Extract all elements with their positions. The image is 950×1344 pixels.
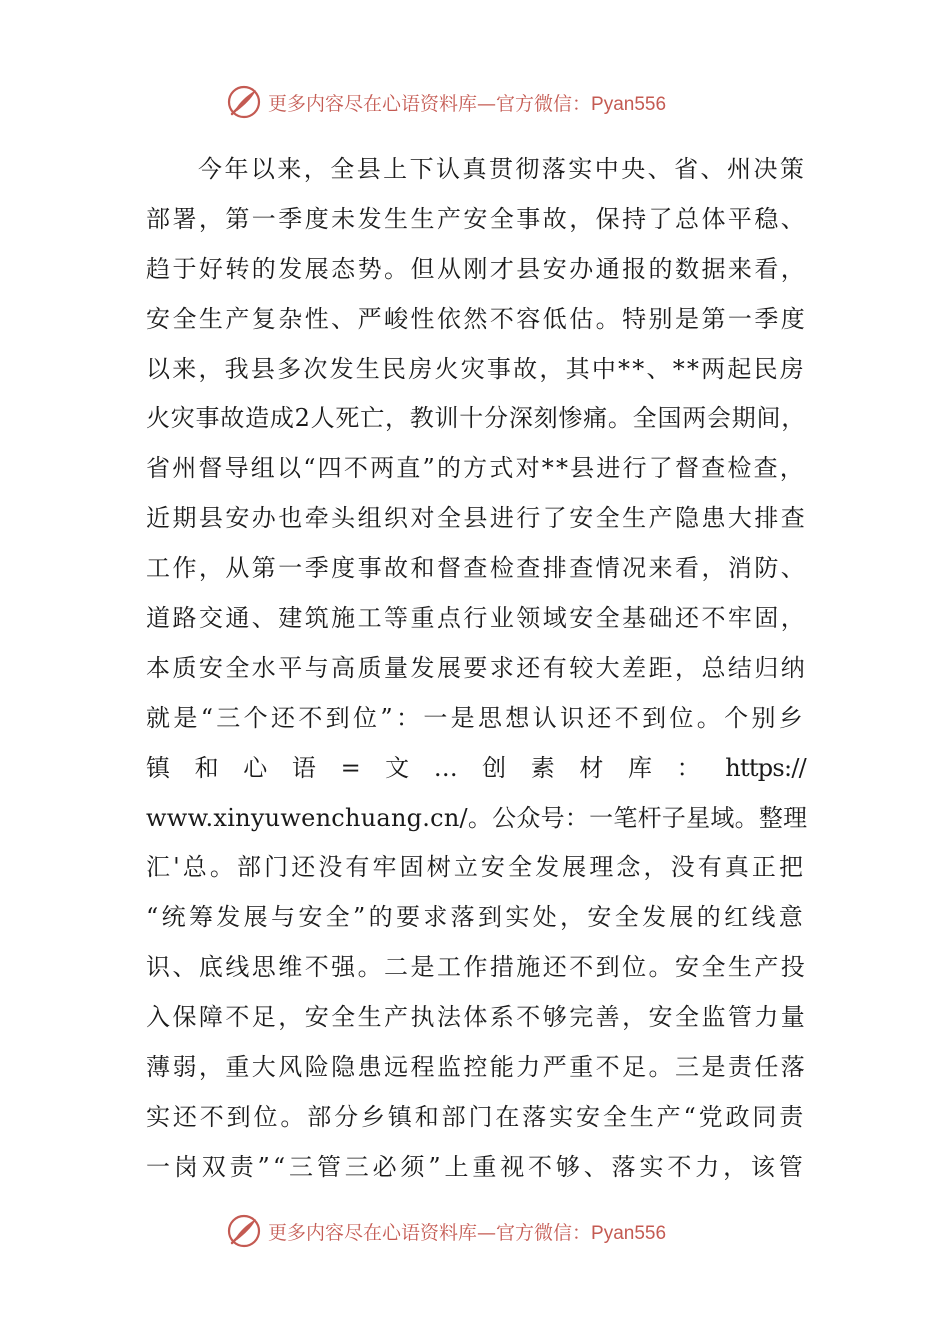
wechat-id: Pyan556 <box>591 93 667 115</box>
footer-banner <box>226 1211 746 1251</box>
text-line: 省州督导组以“四不两直”的方式对**县进行了督查检查， <box>146 454 806 483</box>
text-line: 就是“三个还不到位”：一是思想认识还不到位。个别乡 <box>146 703 806 732</box>
text-line: 道路交通、建筑施工等重点行业领域安全基础还不牢固， <box>146 604 808 633</box>
text-line: “统筹发展与安全”的要求落到实处，安全发展的红线意 <box>146 903 806 932</box>
text-line-url: www.xinyuwenchuang.cn/。公众号：一笔杆子星域。整理 <box>146 803 808 832</box>
text-line: 火灾事故造成2人死亡，教训十分深刻惨痛。全国两会期间， <box>146 404 806 433</box>
text-line: 本质安全水平与高质量发展要求还有较大差距，总结归纳 <box>146 653 808 682</box>
text-line: 今年以来，全县上下认真贯彻落实中央、省、州决策 <box>198 155 807 183</box>
quill-pen-logo-icon <box>226 84 262 120</box>
text-line: 一岗双责”“三管三必须”上重视不够、落实不力，该管 <box>146 1152 806 1181</box>
text-line: 汇'总。部门还没有牢固树立安全发展理念，没有真正把 <box>146 853 806 882</box>
text-line: 工作，从第一季度事故和督查检查排查情况来看，消防、 <box>146 554 808 583</box>
text-line: 实还不到位。部分乡镇和部门在落实安全生产“党政同责 <box>146 1102 806 1131</box>
text-line: 识、底线思维不强。二是工作措施还不到位。安全生产投 <box>146 953 808 982</box>
text-line: 部署，第一季度未发生生产安全事故，保持了总体平稳、 <box>146 204 808 233</box>
text-line: 趋于好转的发展态势。但从刚才县安办通报的数据来看， <box>146 254 808 283</box>
text-line-watermark: 镇 和 心 语 = 文 … 创 素 材 库 ： https:// <box>146 753 806 782</box>
text-line: 入保障不足，安全生产执法体系不够完善，安全监管力量 <box>146 1003 808 1032</box>
banner-text: 更多内容尽在心语资料库—官方微信：Pyan556 <box>268 92 667 115</box>
text-line: 以来，我县多次发生民房火灾事故，其中**、**两起民房 <box>146 354 806 383</box>
header-banner <box>226 82 746 122</box>
text-line: 近期县安办也牵头组织对全县进行了安全生产隐患大排查 <box>146 504 808 533</box>
wechat-id: Pyan556 <box>591 1222 667 1244</box>
quill-pen-logo-icon <box>226 1213 262 1249</box>
text-line: 安全生产复杂性、严峻性依然不容低估。特别是第一季度 <box>146 304 808 333</box>
text-line: 薄弱，重大风险隐患远程监控能力严重不足。三是责任落 <box>146 1053 808 1082</box>
document-body <box>146 145 806 1193</box>
banner-text: 更多内容尽在心语资料库—官方微信：Pyan556 <box>268 1221 667 1244</box>
